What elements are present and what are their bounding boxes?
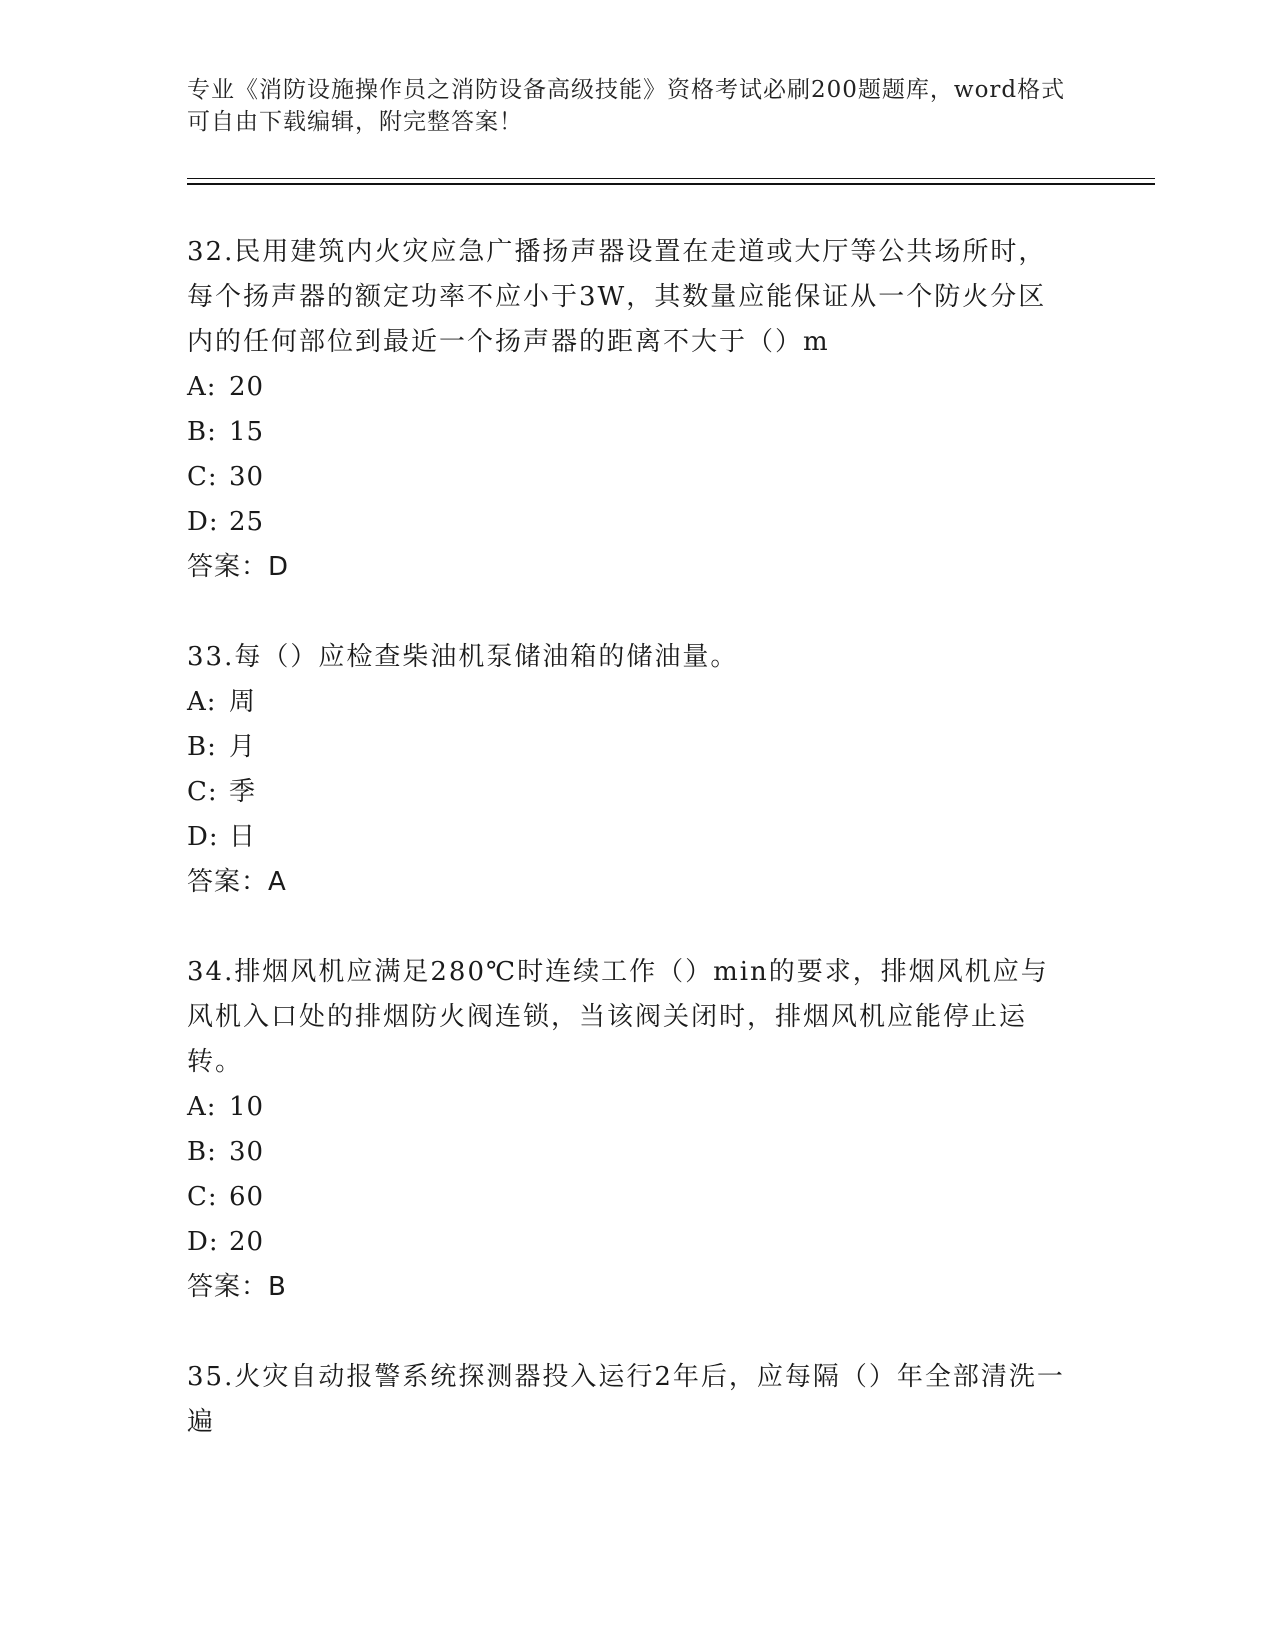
option-value: 25 bbox=[229, 507, 265, 537]
option-b bbox=[187, 1130, 1067, 1175]
option-key: A: bbox=[187, 372, 217, 402]
option-d bbox=[187, 500, 1067, 545]
option-a bbox=[187, 680, 1067, 725]
header-divider-thick bbox=[187, 183, 1155, 185]
option-a bbox=[187, 365, 1067, 410]
option-value: 10 bbox=[229, 1092, 265, 1122]
answer-value: B bbox=[268, 1272, 287, 1302]
option-value: 60 bbox=[229, 1182, 265, 1212]
question-34 bbox=[187, 950, 1067, 1310]
option-key: D: bbox=[187, 822, 219, 852]
question-text bbox=[187, 230, 1067, 365]
question-33 bbox=[187, 635, 1067, 905]
option-key: D: bbox=[187, 1227, 219, 1257]
option-key: D: bbox=[187, 507, 219, 537]
question-35 bbox=[187, 1355, 1067, 1445]
option-b bbox=[187, 410, 1067, 455]
answer-line bbox=[187, 860, 1067, 905]
answer-line bbox=[187, 1265, 1067, 1310]
question-number: 33. bbox=[187, 642, 235, 672]
option-c bbox=[187, 770, 1067, 815]
answer-label: 答案： bbox=[187, 552, 269, 582]
answer-value: A bbox=[268, 867, 287, 897]
question-text bbox=[187, 635, 1067, 680]
question-body: 每（）应检查柴油机泵储油箱的储油量。 bbox=[234, 642, 739, 672]
option-value: 20 bbox=[229, 372, 265, 402]
option-key: B: bbox=[187, 417, 217, 447]
option-value: 30 bbox=[229, 1137, 265, 1167]
answer-line bbox=[187, 545, 1067, 590]
option-value: 30 bbox=[229, 462, 265, 492]
question-number: 35. bbox=[187, 1362, 235, 1392]
question-text bbox=[187, 1355, 1067, 1445]
document-header: 专业《消防设施操作员之消防设备高级技能》资格考试必刷200题题库，word格式可自由下载编辑，附完整答案！ bbox=[187, 77, 1066, 135]
option-b bbox=[187, 725, 1067, 770]
option-key: B: bbox=[187, 732, 217, 762]
option-key: C: bbox=[187, 777, 218, 807]
question-32 bbox=[187, 230, 1067, 590]
option-value: 日 bbox=[229, 822, 257, 852]
option-d bbox=[187, 1220, 1067, 1265]
option-key: C: bbox=[187, 1182, 218, 1212]
option-a bbox=[187, 1085, 1067, 1130]
option-value: 20 bbox=[229, 1227, 265, 1257]
option-key: A: bbox=[187, 1092, 217, 1122]
option-value: 月 bbox=[229, 732, 257, 762]
question-text bbox=[187, 950, 1067, 1085]
question-list bbox=[187, 230, 1067, 1490]
option-key: B: bbox=[187, 1137, 217, 1167]
option-value: 15 bbox=[229, 417, 265, 447]
option-d bbox=[187, 815, 1067, 860]
answer-label: 答案： bbox=[187, 867, 269, 897]
answer-label: 答案： bbox=[187, 1272, 269, 1302]
question-body: 火灾自动报警系统探测器投入运行2年后，应每隔（）年全部清洗一遍 bbox=[187, 1362, 1065, 1437]
option-key: A: bbox=[187, 687, 217, 717]
option-key: C: bbox=[187, 462, 218, 492]
header-divider-thin bbox=[187, 178, 1155, 179]
option-value: 季 bbox=[229, 777, 257, 807]
answer-value: D bbox=[268, 552, 290, 582]
question-number: 32. bbox=[187, 237, 235, 267]
option-c bbox=[187, 455, 1067, 500]
option-c bbox=[187, 1175, 1067, 1220]
question-number: 34. bbox=[187, 957, 235, 987]
question-body: 民用建筑内火灾应急广播扬声器设置在走道或大厅等公共场所时，每个扬声器的额定功率不应小于3W，其数量应能保证从一个防火分区内的任何部位到最近一个扬声器的距离不大于（）m bbox=[187, 237, 1047, 357]
question-body: 排烟风机应满足280℃时连续工作（）min的要求，排烟风机应与风机入口处的排烟防火阀连锁，当该阀关闭时，排烟风机应能停止运转。 bbox=[187, 957, 1049, 1077]
option-value: 周 bbox=[229, 687, 257, 717]
